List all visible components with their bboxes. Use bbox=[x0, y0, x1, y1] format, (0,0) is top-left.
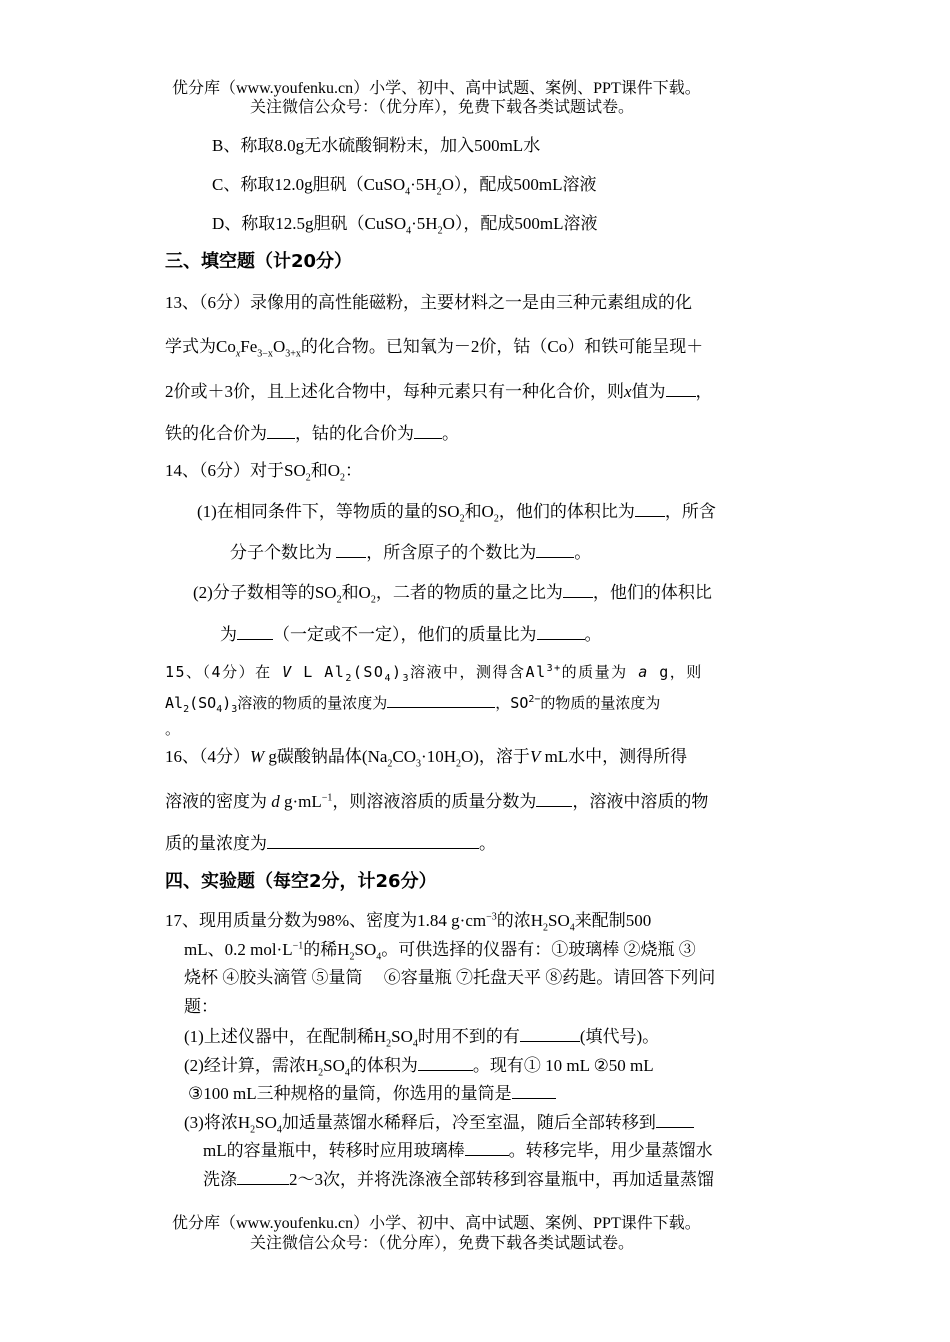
q17-part1: (1)上述仪器中，在配制稀$H_2SO_4$时用不到的有 (填代号)。 bbox=[184, 1027, 660, 1050]
q17-part2-line-2: ③100 mL三种规格的量筒，你选用的量筒是 bbox=[188, 1082, 556, 1104]
answer-blank[interactable] bbox=[418, 1054, 473, 1071]
q16-line-3: 质的量浓度为 。 bbox=[165, 834, 496, 853]
q17-line-2: mL、0.2 $mol\cdot L^{-1}$的稀$H_2SO_4$。可供选择的仪器有：①玻璃棒 ②烧瓶 ③ bbox=[184, 940, 696, 963]
answer-blank[interactable] bbox=[537, 623, 585, 640]
q13-line-4: 铁的化合价为 ，钴的化合价为 。 bbox=[165, 424, 459, 443]
q13-line-2: 学式为$Co_xFe_{3-x}O_{3+x}$的化合物。已知氧为－2价，钴（Co）和铁可能呈现＋ bbox=[165, 337, 704, 360]
footer-line-2: 关注微信公众号：（优分库），免费下载各类试题试卷。 bbox=[250, 1235, 635, 1252]
answer-blank[interactable] bbox=[563, 581, 593, 598]
q17-part2-line-1: (2)经计算，需浓$H_2SO_4$的体积为 。现有① 10 mL ②50 mL bbox=[184, 1056, 654, 1079]
q17-part3-line-2: mL的容量瓶中，转移时应用玻璃棒 。转移完毕，用少量蒸馏水 bbox=[203, 1141, 713, 1160]
q13-line-3: 2价或＋3价，且上述化合物中，每种元素只有一种化合价，则x值为 ， bbox=[165, 382, 713, 401]
answer-blank[interactable] bbox=[656, 1111, 694, 1128]
answer-blank[interactable] bbox=[237, 1168, 289, 1185]
q15-line-2: $Al_2(SO_4)_3$溶液的物质的量浓度为 ，$SO^{2-}$的物质的量浓度为 bbox=[165, 691, 660, 713]
section-3-title: 三、填空题（计20分） bbox=[165, 251, 353, 272]
q17-line-3: 烧杯 ④胶头滴管 ⑤量筒 ⑥容量瓶 ⑦托盘天平 ⑧药匙。请回答下列问 bbox=[184, 968, 716, 987]
q14-part2-line-2: 为 （一定或不一定），他们的质量比为 。 bbox=[220, 625, 602, 644]
answer-blank[interactable] bbox=[536, 790, 572, 807]
q15-line-3: 。 bbox=[165, 720, 181, 738]
answer-blank[interactable] bbox=[635, 500, 665, 517]
answer-blank[interactable] bbox=[520, 1025, 580, 1042]
answer-blank[interactable] bbox=[414, 422, 442, 439]
answer-blank[interactable] bbox=[536, 541, 574, 558]
header-line-2: 关注微信公众号：（优分库），免费下载各类试题试卷。 bbox=[250, 99, 635, 116]
q14-part2-line-1: (2)分子数相等的$SO_2$和$O_2$，二者的物质的量之比为 ，他们的体积比 bbox=[193, 583, 712, 606]
section-4-title: 四、实验题（每空2分，计26分） bbox=[165, 871, 437, 892]
header-line-1: 优分库（www.youfenku.cn）小学、初中、高中试题、案例、PPT课件下载。 bbox=[172, 80, 701, 97]
q15-line-1: 15、（4分）在 V L $Al_2(SO_4)_3$溶液中，测得含$Al^{3+}$的质量为 a g，则 bbox=[165, 663, 703, 684]
answer-blank[interactable] bbox=[237, 623, 273, 640]
answer-blank[interactable] bbox=[387, 691, 495, 708]
q13-line-1: 13、（6分）录像用的高性能磁粉，主要材料之一是由三种元素组成的化 bbox=[165, 293, 692, 312]
option-d: D、称取12.5g胆矾$(CuSO_4\cdot 5H_2O)$，配成500mL溶液 bbox=[212, 214, 598, 237]
q17-part3-line-3: 洗涤 2～3次，并将洗涤液全部转移到容量瓶中，再加适量蒸馏 bbox=[203, 1170, 714, 1189]
answer-blank[interactable] bbox=[267, 422, 295, 439]
answer-blank[interactable] bbox=[512, 1082, 556, 1099]
answer-blank[interactable] bbox=[666, 380, 696, 397]
q17-line-4: 题： bbox=[184, 997, 218, 1016]
q17-part3-line-1: (3)将浓$H_2SO_4$加适量蒸馏水稀释后，冷至室温，随后全部转移到 bbox=[184, 1111, 694, 1133]
q16-line-1: 16、（4分）W g碳酸钠晶体$(Na_2CO_3\cdot 10H_2O)$，溶于V mL水中，测得所得 bbox=[165, 747, 688, 770]
q14-part1-line-1: (1)在相同条件下，等物质的量的$SO_2$和$O_2$，他们的体积比为 ，所含 bbox=[197, 502, 716, 525]
q17-line-1: 17、现用质量分数为98%、密度为1.84 $g\cdot cm^{-3}$的浓$H_2SO_4$来配制500 bbox=[165, 911, 652, 934]
answer-blank[interactable] bbox=[336, 541, 366, 558]
q14-part1-line-2: 分子个数比为 ，所含原子的个数比为 。 bbox=[230, 543, 592, 562]
option-b: B、称取8.0g无水硫酸铜粉末，加入500mL水 bbox=[212, 136, 541, 155]
option-c: C、称取12.0g胆矾$(CuSO_4\cdot 5H_2O)$，配成500mL溶液 bbox=[212, 175, 597, 198]
answer-blank[interactable] bbox=[465, 1139, 509, 1156]
footer-line-1: 优分库（www.youfenku.cn）小学、初中、高中试题、案例、PPT课件下载。 bbox=[172, 1215, 701, 1232]
q16-line-2: 溶液的密度为 d $g\cdot mL^{-1}$，则溶液溶质的质量分数为 ，溶液中溶质的物 bbox=[165, 792, 709, 811]
q14-title: 14、（6分）对于$SO_2$和$O_2$： bbox=[165, 461, 363, 484]
answer-blank[interactable] bbox=[267, 832, 479, 849]
